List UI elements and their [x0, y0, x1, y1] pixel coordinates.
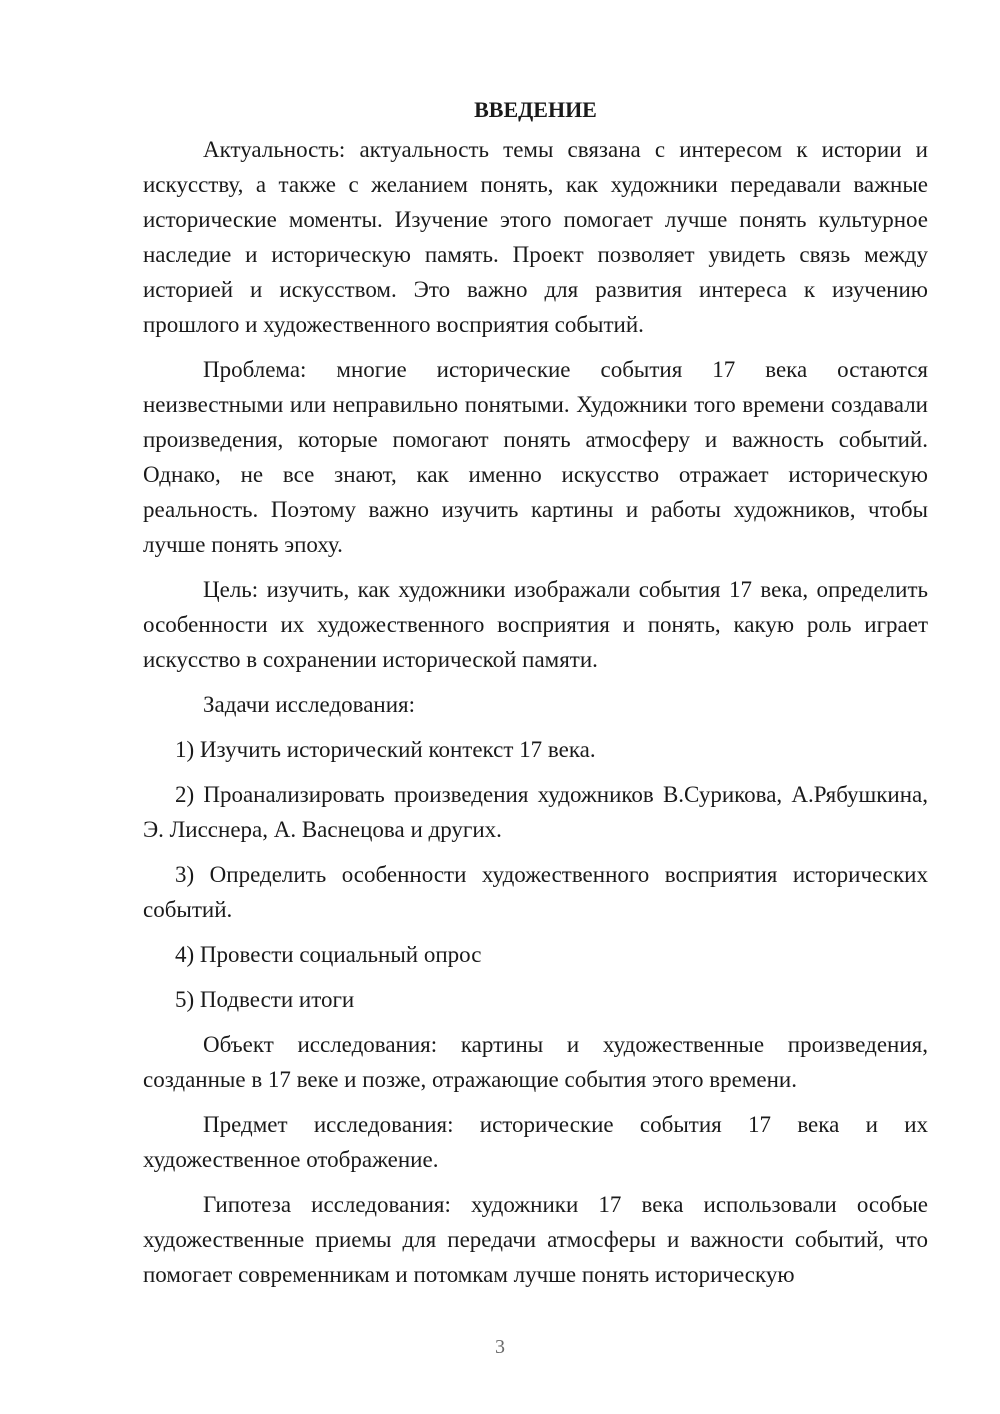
paragraph-object: Объект исследования: картины и художественные произведения, созданные в 17 веке и позже, отражающие события этого времени. — [143, 1032, 928, 1092]
task-item-5: 5) Подвести итоги — [175, 987, 355, 1012]
section-title: ВВЕДЕНИЕ — [474, 97, 597, 122]
page-number: 3 — [495, 1336, 505, 1358]
document-page — [143, 92, 928, 1302]
paragraph-hypothesis: Гипотеза исследования: художники 17 века использовали особые художественные приемы для передачи атмосферы и важности событий, что помогает современникам и потомкам лучше понять историческую — [143, 1192, 928, 1287]
paragraph-goal: Цель: изучить, как художники изображали события 17 века, определить особенности их художественного восприятия и понять, какую роль играет искусство в сохранении исторической памяти. — [143, 577, 928, 672]
paragraph-relevance: Актуальность: актуальность темы связана с интересом к истории и искусству, а также с желанием понять, как художники передавали важные исторические моменты. Изучение этого помогает лучше понять культурное наследие и историческую память. Проект позволяет увидеть связь между историей и искусством. Это важно для развития интереса к изучению прошлого и художественного восприятия событий. — [143, 137, 928, 337]
task-item-3: 3) Определить особенности художественного восприятия исторических событий. — [143, 862, 928, 922]
task-item-2: 2) Проанализировать произведения художников В.Сурикова, А.Рябушкина, Э. Лисснера, А. Васнецова и других. — [143, 782, 928, 842]
tasks-heading: Задачи исследования: — [203, 692, 416, 717]
task-item-1: 1) Изучить исторический контекст 17 века. — [175, 737, 596, 762]
paragraph-subject: Предмет исследования: исторические события 17 века и их художественное отображение. — [143, 1112, 928, 1172]
task-item-4: 4) Провести социальный опрос — [175, 942, 482, 967]
paragraph-problem: Проблема: многие исторические события 17 века остаются неизвестными или неправильно понятыми. Художники того времени создавали произведения, которые помогают понять атмосферу и важность событий. Однако, не все знают, как именно искусство отражает историческую реальность. Поэтому важно изучить картины и работы художников, чтобы лучше понять эпоху. — [143, 357, 928, 557]
